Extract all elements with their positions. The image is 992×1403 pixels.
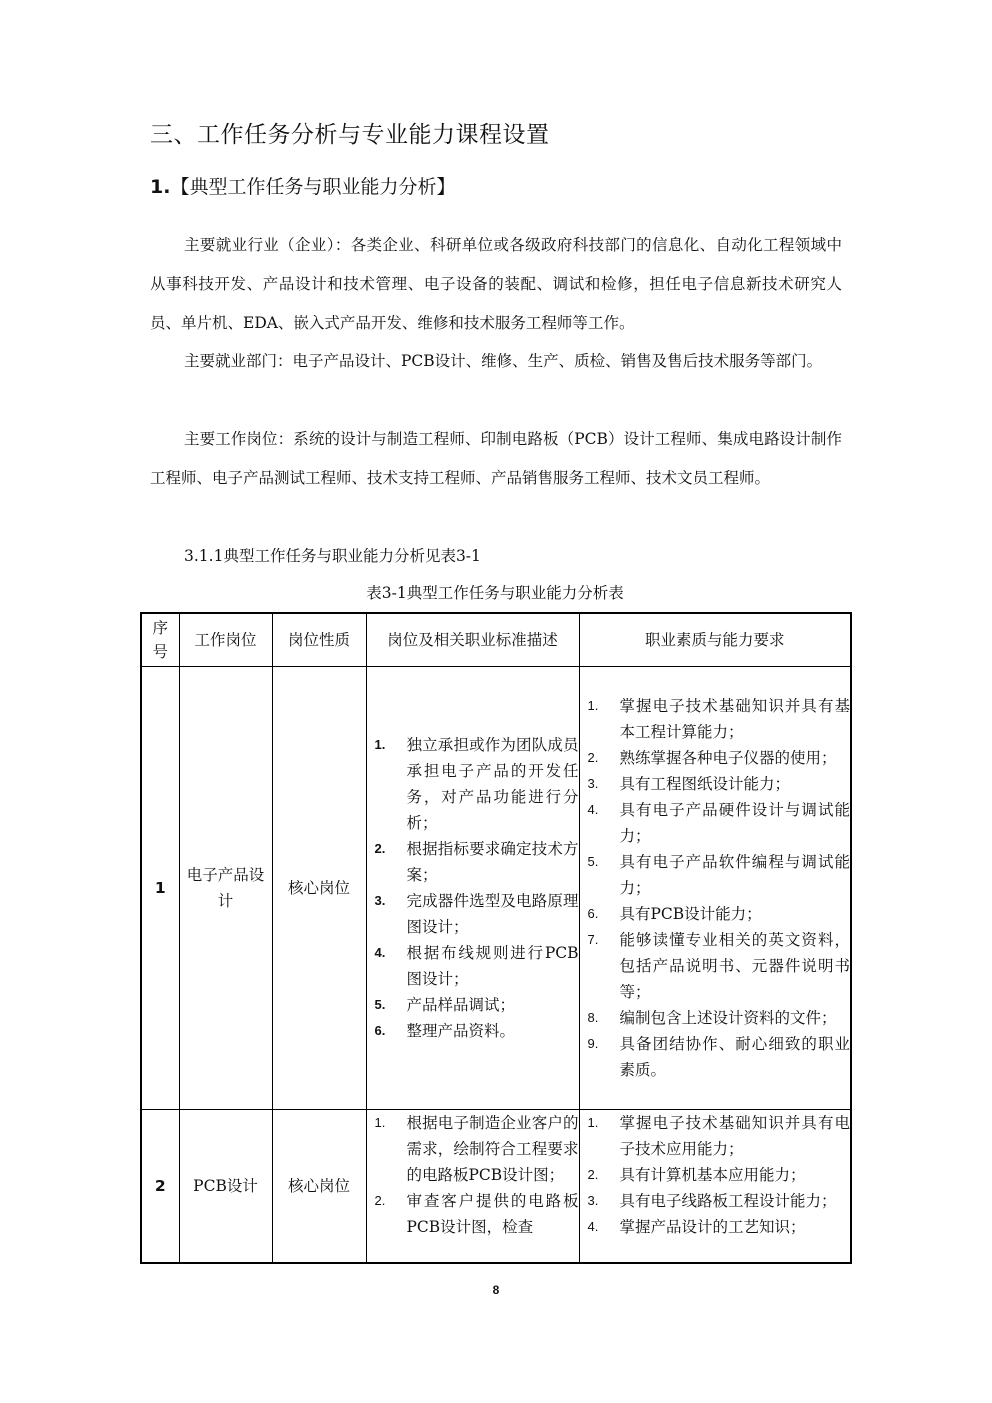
list-item-text: 根据布线规则进行PCB图设计； xyxy=(406,944,579,988)
list-item-number: 2. xyxy=(587,750,599,765)
list-item-text: 具有电子产品软件编程与调试能力； xyxy=(619,853,850,897)
paragraph-industry: 主要就业行业（企业）：各类企业、科研单位或各级政府科技部门的信息化、自动化工程领域中从事科技开发、产品设计和技术管理、电子设备的装配、调试和检修，担任电子信息新技术研究人员、单片机、EDA、嵌入式产品开发、维修和技术服务工程师等工作。 xyxy=(150,236,842,332)
header-post: 工作岗位 xyxy=(179,613,272,667)
list-item xyxy=(367,888,579,940)
list-item xyxy=(580,1110,851,1162)
list-item-text: 编制包含上述设计资料的文件； xyxy=(619,1009,837,1027)
list-item-text: 具有电子线路板工程设计能力； xyxy=(619,1192,837,1210)
list-item-number: 1. xyxy=(587,1115,599,1130)
section-heading: 三、工作任务分析与专业能力课程设置 xyxy=(150,122,550,148)
paragraph-departments: 主要就业部门：电子产品设计、PCB设计、维修、生产、质检、销售及售后技术服务等部门。 xyxy=(184,352,823,370)
header-nature: 岗位性质 xyxy=(272,613,366,667)
row-number: 2 xyxy=(141,1110,179,1264)
row-desc xyxy=(366,667,579,1110)
list-item-number: 2. xyxy=(374,1193,386,1208)
list-item-text: 掌握电子技术基础知识并具有基本工程计算能力； xyxy=(619,697,850,741)
header-seq: 序号 xyxy=(141,613,179,667)
list-item-text: 整理产品资料。 xyxy=(406,1022,516,1040)
list-item-text: 产品样品调试； xyxy=(406,996,516,1014)
list-item xyxy=(580,1188,851,1214)
list-item xyxy=(580,901,851,927)
list-item-text: 具有工程图纸设计能力； xyxy=(619,775,791,793)
list-item-text: 掌握产品设计的工艺知识； xyxy=(619,1218,806,1236)
row-number: 1 xyxy=(141,667,179,1110)
row-nature: 核心岗位 xyxy=(272,667,366,1110)
table-row xyxy=(141,1110,851,1264)
subsection-number: 1. xyxy=(150,176,171,198)
list-item-number: 6. xyxy=(587,906,599,921)
list-item-number: 8. xyxy=(587,1010,599,1025)
list-item-text: 具备团结协作、耐心细致的职业素质。 xyxy=(619,1035,850,1079)
list-item-text: 具有计算机基本应用能力； xyxy=(619,1166,806,1184)
list-item xyxy=(580,927,851,1005)
row-req xyxy=(579,1110,851,1264)
req-list xyxy=(580,1110,851,1240)
paragraph-table-reference: 3.1.1典型工作任务与职业能力分析见表3-1 xyxy=(184,547,481,565)
list-item-number: 9. xyxy=(587,1036,599,1051)
list-item xyxy=(367,1018,579,1044)
list-item xyxy=(367,1188,579,1240)
list-item-number: 2. xyxy=(587,1167,599,1182)
list-item xyxy=(580,1214,851,1240)
list-item-text: 独立承担或作为团队成员承担电子产品的开发任务，对产品功能进行分析； xyxy=(406,736,579,832)
list-item xyxy=(580,1162,851,1188)
list-item-number: 1. xyxy=(587,698,599,713)
row-post: 电子产品设计 xyxy=(179,667,272,1110)
desc-list xyxy=(367,732,579,1044)
list-item xyxy=(580,771,851,797)
list-item-number: 4. xyxy=(374,945,386,960)
row-desc xyxy=(366,1110,579,1264)
list-item xyxy=(580,849,851,901)
list-item xyxy=(367,992,579,1018)
row-nature: 核心岗位 xyxy=(272,1110,366,1264)
list-item-number: 5. xyxy=(374,997,386,1012)
list-item-number: 3. xyxy=(374,893,386,908)
list-item-number: 1. xyxy=(374,737,386,752)
list-item xyxy=(367,836,579,888)
req-list xyxy=(580,693,851,1083)
list-item-number: 3. xyxy=(587,1193,599,1208)
list-item-text: 审查客户提供的电路板PCB设计图，检查 xyxy=(406,1192,579,1236)
list-item-text: 熟练掌握各种电子仪器的使用； xyxy=(619,749,837,767)
list-item-text: 根据指标要求确定技术方案； xyxy=(406,840,579,884)
list-item xyxy=(580,745,851,771)
table-caption: 表3-1典型工作任务与职业能力分析表 xyxy=(366,584,624,602)
header-req: 职业素质与能力要求 xyxy=(579,613,851,667)
page-number: 8 xyxy=(492,1283,500,1297)
list-item-text: 完成器件选型及电路原理图设计； xyxy=(406,892,579,936)
paragraph-positions: 主要工作岗位：系统的设计与制造工程师、印制电路板（PCB）设计工程师、集成电路设计制作工程师、电子产品测试工程师、技术支持工程师、产品销售服务工程师、技术文员工程师。 xyxy=(150,430,842,487)
list-item-text: 能够读懂专业相关的英文资料，包括产品说明书、元器件说明书等； xyxy=(619,931,850,1001)
row-req xyxy=(579,667,851,1110)
list-item-number: 1. xyxy=(374,1115,386,1130)
list-item xyxy=(580,693,851,745)
subsection-heading xyxy=(150,172,455,202)
list-item xyxy=(367,940,579,992)
list-item xyxy=(367,732,579,836)
task-analysis-table xyxy=(140,612,852,1264)
list-item-number: 2. xyxy=(374,841,386,856)
list-item xyxy=(580,1005,851,1031)
list-item-number: 5. xyxy=(587,854,599,869)
list-item-number: 7. xyxy=(587,932,599,947)
list-item-text: 根据电子制造企业客户的需求，绘制符合工程要求的电路板PCB设计图； xyxy=(406,1114,579,1184)
table-row xyxy=(141,667,851,1110)
list-item-text: 具有PCB设计能力； xyxy=(619,905,762,923)
list-item-text: 掌握电子技术基础知识并具有电子技术应用能力； xyxy=(619,1114,850,1158)
list-item-number: 6. xyxy=(374,1023,386,1038)
list-item-text: 具有电子产品硬件设计与调试能力； xyxy=(619,801,850,845)
list-item-number: 4. xyxy=(587,1219,599,1234)
header-desc: 岗位及相关职业标准描述 xyxy=(366,613,579,667)
list-item xyxy=(580,797,851,849)
row-post: PCB设计 xyxy=(179,1110,272,1264)
list-item-number: 3. xyxy=(587,776,599,791)
subsection-title: 【典型工作任务与职业能力分析】 xyxy=(170,176,456,198)
table-header-row xyxy=(141,613,851,667)
desc-list xyxy=(367,1110,579,1240)
list-item-number: 4. xyxy=(587,802,599,817)
list-item xyxy=(367,1110,579,1188)
list-item xyxy=(580,1031,851,1083)
